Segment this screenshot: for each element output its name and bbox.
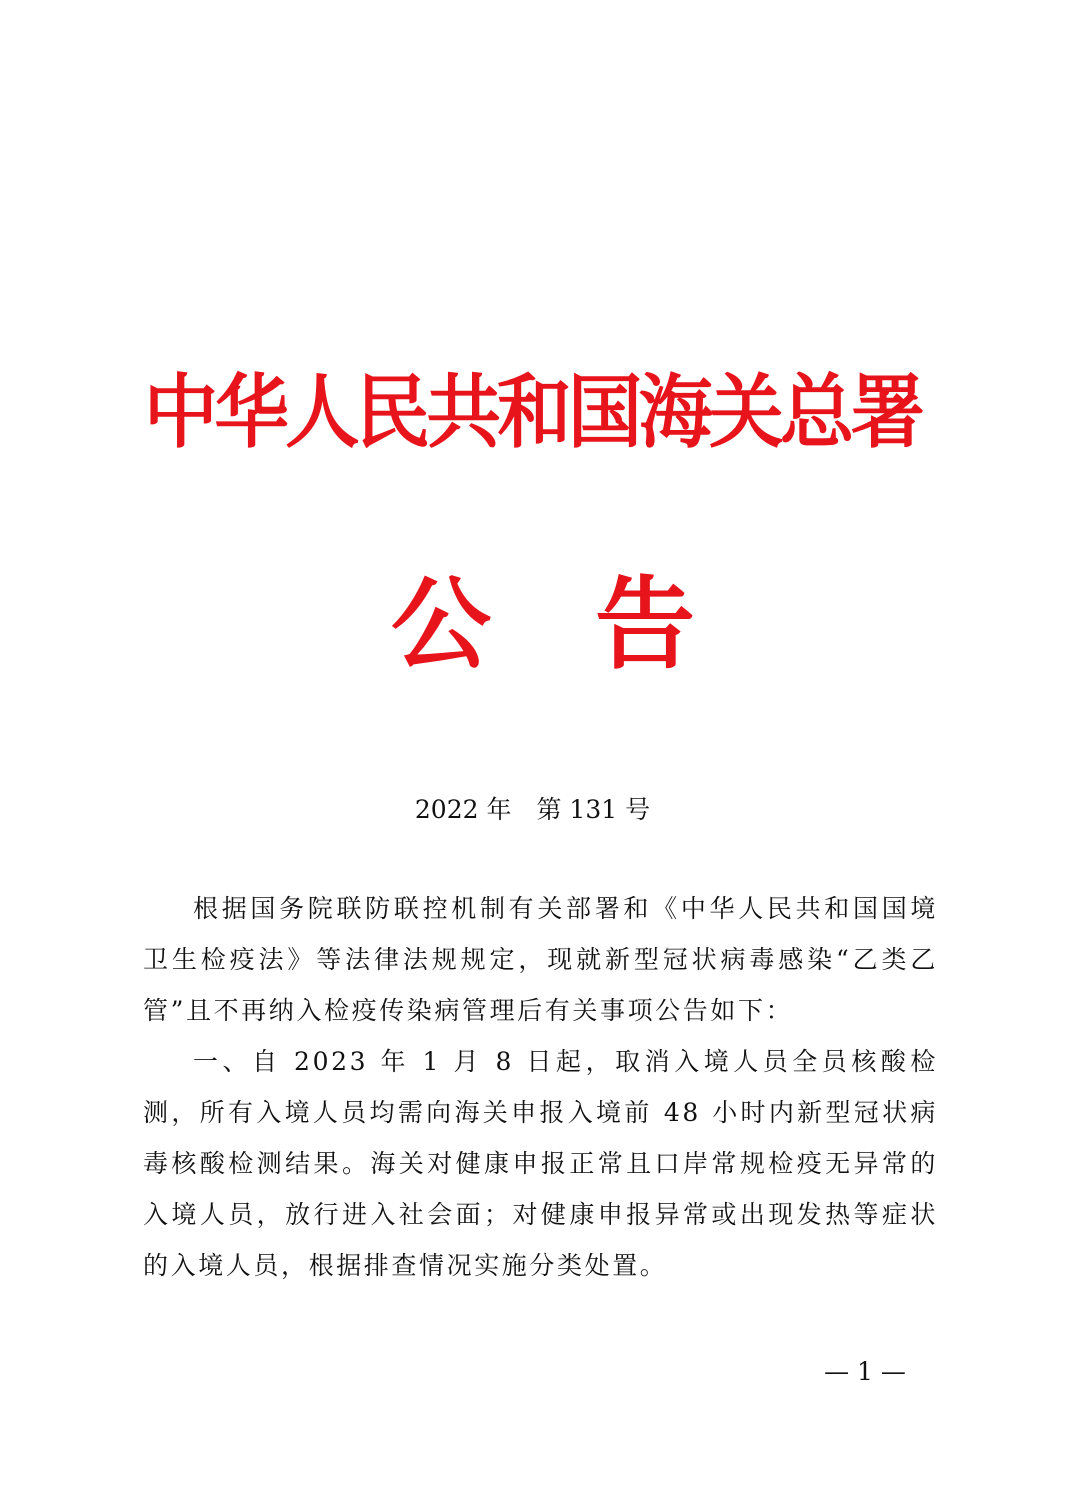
paragraph-item-1: 一、自 2023 年 1 月 8 日起，取消入境人员全员核酸检测，所有入境人员均需向海关申报入境前 48 小时内新型冠状病毒核酸检测结果。海关对健康申报正常且口岸常规检疫无异常的入境人员，放行进入社会面；对健康申报异常或出现发热等症状的入境人员，根据排查情况实施分类处置。 (143, 1047, 938, 1280)
body-text (143, 883, 938, 1291)
doc-type-char-2: 告 (595, 566, 695, 683)
issuing-authority-title: 中华人民共和国海关总署 (143, 366, 922, 459)
page-number: — 1 — (824, 1357, 906, 1386)
document-number: 2022 年 第 131 号 (414, 795, 651, 824)
doc-type-char-1: 公 (391, 566, 491, 683)
paragraph-intro: 根据国务院联防联控机制有关部署和《中华人民共和国国境卫生检疫法》等法律法规规定，现就新型冠状病毒感染“乙类乙管”且不再纳入检疫传染病管理后有关事项公告如下： (143, 894, 938, 1025)
